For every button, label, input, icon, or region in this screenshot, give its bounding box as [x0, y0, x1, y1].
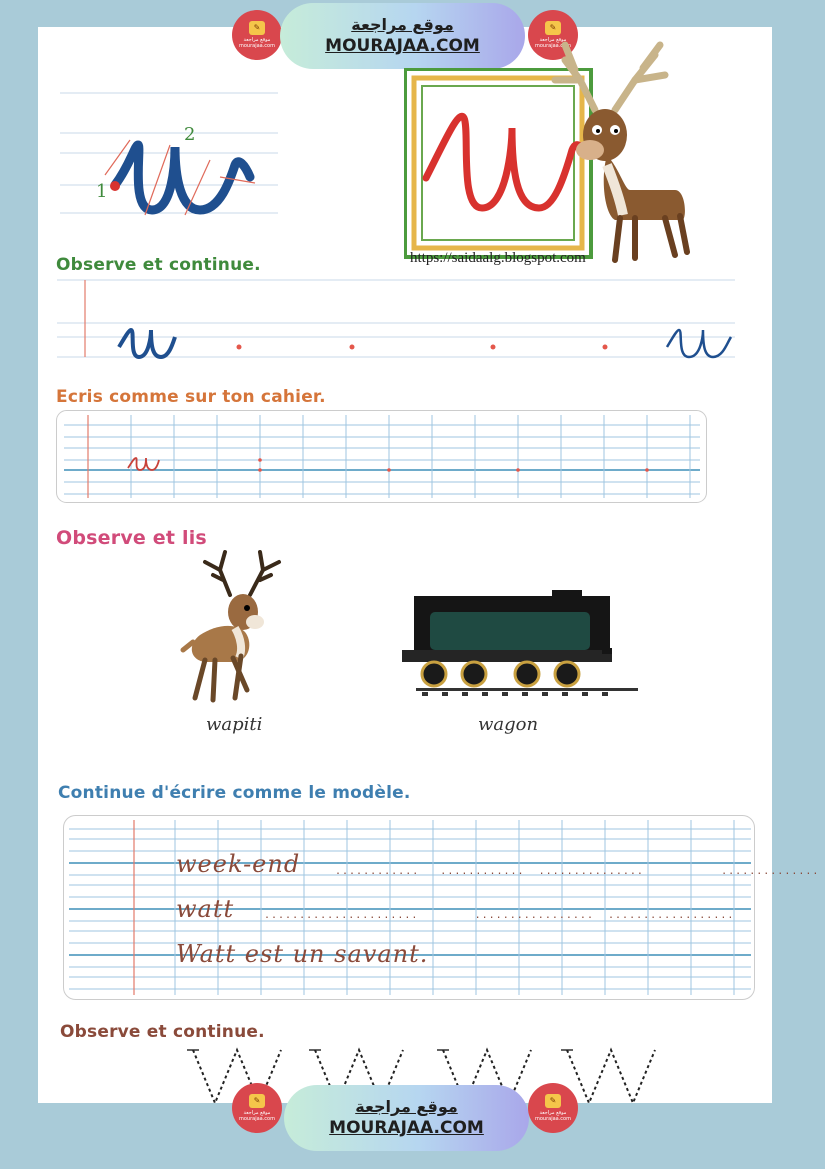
practice-lines-1 [57, 275, 737, 365]
model-line-1: week-end [176, 850, 301, 878]
heading-write-notebook: Ecris comme sur ton cahier. [56, 387, 326, 407]
site-badge-right-top: ✎ موقع مراجعة mourajaa.com [528, 10, 578, 60]
deer-illustration-top [535, 40, 700, 265]
wagon-illustration [402, 588, 640, 700]
dotted-answer-2[interactable]: ...................... ................. .................. [264, 910, 735, 921]
notebook-grid-1 [56, 410, 708, 504]
site-banner-top[interactable] [280, 3, 525, 69]
wapiti-illustration [175, 550, 290, 705]
model-line-3: Watt est un savant. [176, 940, 429, 968]
heading-continue-model: Continue d'écrire comme le modèle. [58, 783, 411, 803]
site-domain: MOURAJAA.COM [325, 36, 480, 56]
book-icon: ✎ [249, 1094, 265, 1108]
stroke-number-1: 1 [96, 181, 108, 202]
notebook-grid-2 [63, 815, 756, 1001]
dotted-answer-1[interactable]: ............ ............ ............... .............. [335, 866, 820, 877]
source-url: https://saidaalg.blogspot.com [410, 250, 586, 266]
site-badge-left-top: ✎ موقع مراجعة mourajaa.com [232, 10, 282, 60]
book-icon: ✎ [545, 1094, 561, 1108]
heading-observe-continue-1: Observe et continue. [56, 255, 261, 275]
stroke-number-2: 2 [184, 124, 196, 145]
site-badge-right-bottom: ✎ موقع مراجعة mourajaa.com [528, 1083, 578, 1133]
caption-wapiti: wapiti [206, 714, 263, 735]
site-arabic-name: موقع مراجعة [351, 15, 454, 34]
model-line-2: watt [176, 895, 235, 923]
heading-observe-continue-2: Observe et continue. [60, 1022, 265, 1042]
heading-observe-read: Observe et lis [56, 527, 207, 549]
site-domain: MOURAJAA.COM [329, 1118, 484, 1138]
site-badge-left-bottom: ✎ موقع مراجعة mourajaa.com [232, 1083, 282, 1133]
site-banner-bottom[interactable] [284, 1085, 529, 1151]
letter-stroke-guide [60, 85, 280, 225]
site-arabic-name: موقع مراجعة [355, 1097, 458, 1116]
book-icon: ✎ [249, 21, 265, 35]
book-icon: ✎ [545, 21, 561, 35]
caption-wagon: wagon [478, 714, 539, 735]
